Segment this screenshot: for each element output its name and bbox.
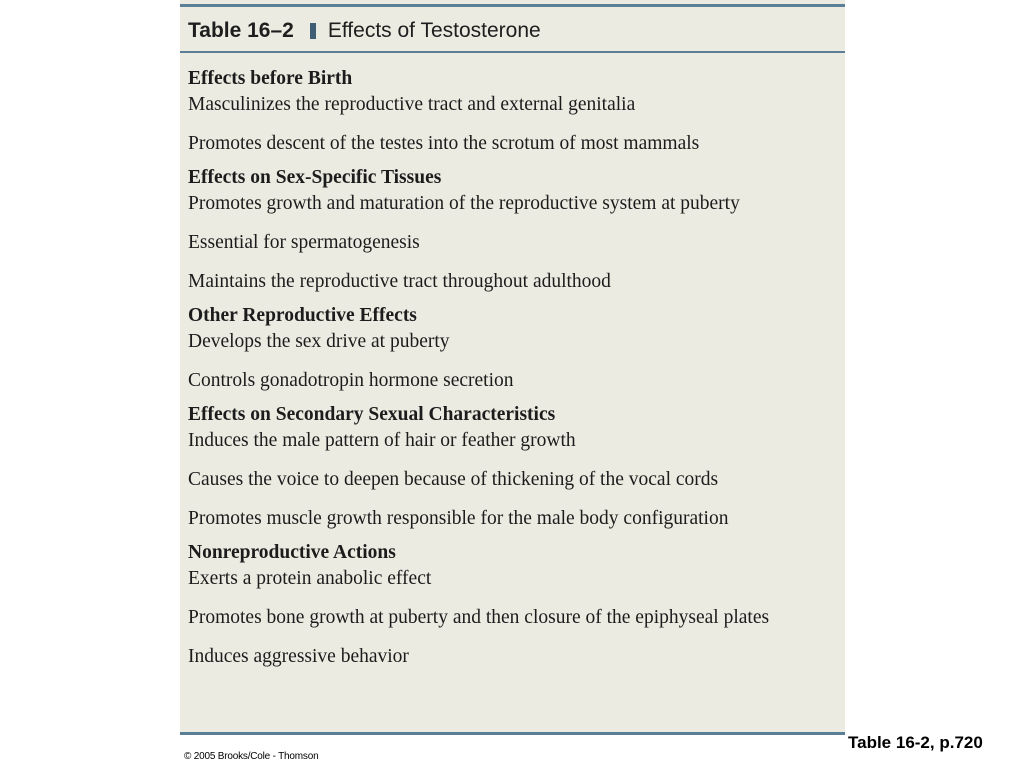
section-secondary-sexual-characteristics	[188, 402, 838, 532]
table-title: Effects of Testosterone	[327, 19, 541, 42]
effect-item: Promotes growth and maturation of the reproductive system at puberty	[188, 193, 740, 214]
table-header	[188, 16, 541, 46]
slide-caption: Table 16-2, p.720	[848, 733, 983, 752]
effect-item: Masculinizes the reproductive tract and external genitalia	[188, 94, 636, 115]
section-heading: Other Reproductive Effects	[188, 305, 417, 326]
table-body	[188, 66, 838, 670]
effect-item: Induces the male pattern of hair or feather growth	[188, 430, 576, 451]
copyright-notice: © 2005 Brooks/Cole - Thomson	[184, 751, 319, 762]
section-nonreproductive-actions	[188, 540, 838, 670]
section-heading: Effects on Secondary Sexual Characteristics	[188, 404, 556, 425]
header-bar-icon	[310, 23, 316, 39]
effect-item: Develops the sex drive at puberty	[188, 331, 450, 352]
table-top-rule	[180, 4, 845, 7]
table-panel	[180, 0, 845, 735]
effect-item: Promotes muscle growth responsible for the male body configuration	[188, 508, 729, 529]
table-bottom-rule	[180, 732, 845, 735]
effect-item: Causes the voice to deepen because of thickening of the vocal cords	[188, 469, 719, 490]
section-effects-before-birth	[188, 66, 838, 157]
table-number: Table 16–2	[188, 19, 294, 42]
effect-item: Promotes descent of the testes into the scrotum of most mammals	[188, 133, 700, 154]
effect-item: Controls gonadotropin hormone secretion	[188, 370, 514, 391]
effect-item: Maintains the reproductive tract throughout adulthood	[188, 271, 611, 292]
section-heading: Nonreproductive Actions	[188, 542, 396, 563]
effect-item: Exerts a protein anabolic effect	[188, 568, 432, 589]
effect-item: Essential for spermatogenesis	[188, 232, 420, 253]
section-heading: Effects on Sex-Specific Tissues	[188, 167, 442, 188]
section-sex-specific-tissues	[188, 165, 838, 295]
effect-item: Promotes bone growth at puberty and then closure of the epiphyseal plates	[188, 607, 770, 628]
table-header-rule	[180, 51, 845, 53]
section-other-reproductive-effects	[188, 303, 838, 394]
effect-item: Induces aggressive behavior	[188, 646, 409, 667]
section-heading: Effects before Birth	[188, 68, 353, 89]
